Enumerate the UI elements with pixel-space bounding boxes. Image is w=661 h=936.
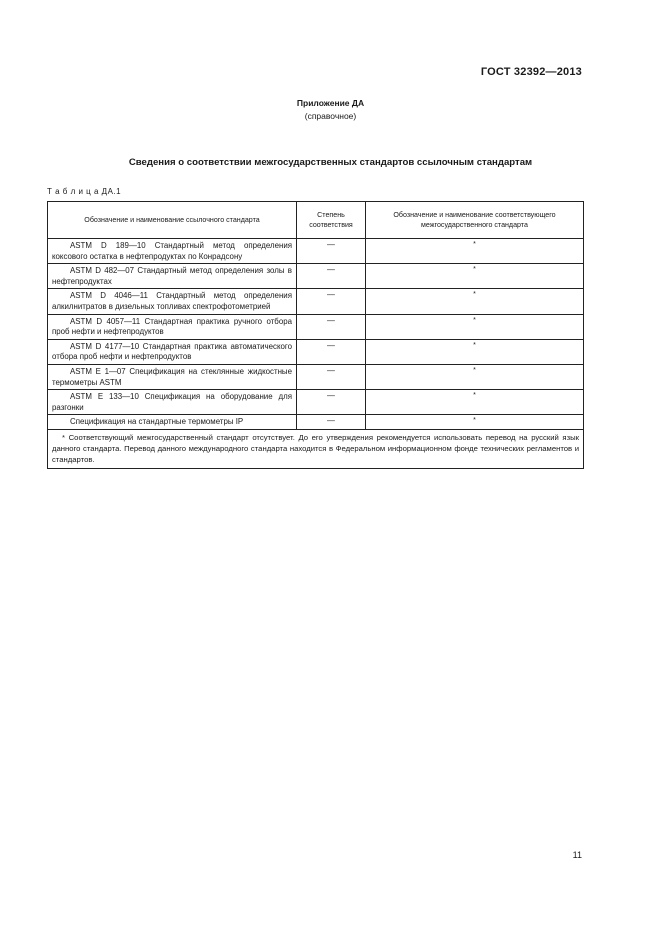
header-reference-standard: Обозначение и наименование ссылочного стандарта [48,202,297,239]
interstate-standard-cell: * [366,364,584,389]
table-row [48,264,584,289]
interstate-standard-cell: * [366,314,584,339]
degree-cell: — [297,314,366,339]
table-row [48,314,584,339]
page-number: 11 [572,850,582,860]
appendix-heading [0,97,661,123]
interstate-standard-cell: * [366,415,584,430]
reference-standard-cell: Спецификация на стандартные термометры IP [48,415,297,430]
reference-standard-cell: ASTM D 4057—11 Стандартная практика ручного отбора проб нефти и нефтепродуктов [48,314,297,339]
document-title: Сведения о соответствии межгосударственных стандартов ссылочным стандартам [128,157,533,168]
reference-standard-cell: ASTM D 482—07 Стандартный метод определения золы в нефтепродуктах [48,264,297,289]
header-degree: Степень соответствия [297,202,366,239]
table-header-row [48,202,584,239]
reference-standard-cell: ASTM D 189—10 Стандартный метод определения коксового остатка в нефтепродуктах по Конрадсону [48,239,297,264]
interstate-standard-cell: * [366,264,584,289]
table-label: Т а б л и ц а ДА.1 [47,187,122,196]
degree-cell: — [297,239,366,264]
interstate-standard-cell: * [366,390,584,415]
interstate-standard-cell: * [366,339,584,364]
table-row [48,390,584,415]
table-footnote: * Соответствующий межгосударственный стандарт отсутствует. До его утверждения рекомендуется использовать перевод на русский язык данного стандарта. Перевод данного международного стандарта находится в Федеральном информационном фонде технических регламентов и стандартов. [48,429,584,468]
reference-standard-cell: ASTM D 4046—11 Стандартный метод определения алкилнитратов в дизельных топливах спектрофотометрией [48,289,297,314]
degree-cell: — [297,415,366,430]
table-row [48,289,584,314]
reference-standard-cell: ASTM D 4177—10 Стандартная практика автоматического отбора проб нефти и нефтепродуктов [48,339,297,364]
table-footnote-row [48,429,584,468]
interstate-standard-cell: * [366,239,584,264]
table-row [48,339,584,364]
degree-cell: — [297,289,366,314]
degree-cell: — [297,264,366,289]
table-row [48,364,584,389]
degree-cell: — [297,390,366,415]
appendix-subtitle: (справочное) [304,111,357,121]
appendix-title: Приложение ДА [296,98,365,108]
degree-cell: — [297,364,366,389]
document-code: ГОСТ 32392—2013 [480,66,582,78]
table-row [48,239,584,264]
header-interstate-standard: Обозначение и наименование соответствующего межгосударственного стандарта [366,202,584,239]
interstate-standard-cell: * [366,289,584,314]
table-row [48,415,584,430]
reference-standard-cell: ASTM E 133—10 Спецификация на оборудование для разгонки [48,390,297,415]
reference-standard-cell: ASTM E 1—07 Спецификация на стеклянные жидкостные термометры ASTM [48,364,297,389]
correspondence-table [47,201,584,469]
degree-cell: — [297,339,366,364]
